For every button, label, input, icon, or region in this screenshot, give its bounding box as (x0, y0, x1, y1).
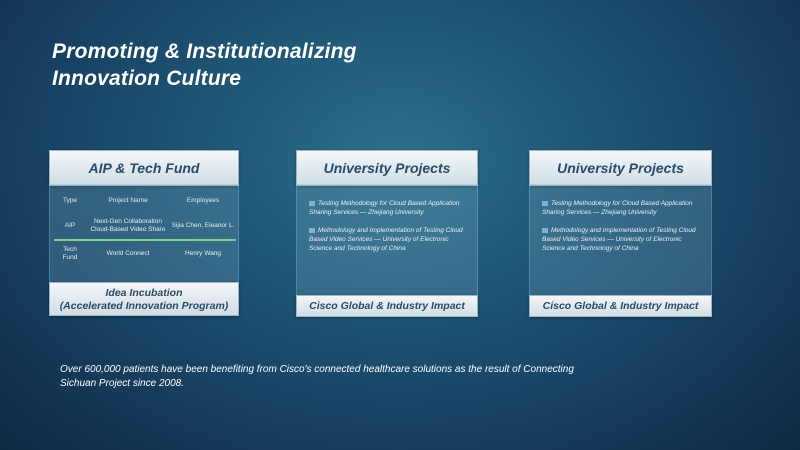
project-text: Methodology and Implementation of Testing Cloud Based Video Services — University of Electronic Science and Technology of China (542, 227, 696, 252)
project-list (309, 199, 469, 262)
table-row (54, 215, 236, 240)
column-header-project: Project Name (108, 197, 148, 204)
fund-table (54, 195, 236, 264)
university-projects-header: University Projects (529, 150, 712, 186)
university-projects-body (529, 184, 712, 296)
cell-type: Tech Fund (62, 246, 78, 261)
fund-footer-line-1: Idea Incubation (105, 287, 183, 299)
slide-title-line-2: Innovation Culture (52, 67, 242, 90)
cell-employees: Henry Wang (185, 250, 221, 257)
university-projects-footer: Cisco Global & Industry Impact (529, 295, 712, 317)
table-row (54, 240, 236, 264)
square-bullet-icon (542, 201, 548, 206)
list-item (309, 199, 469, 217)
fund-footer-line-2: (Accelerated Innovation Program) (59, 300, 229, 312)
university-projects-header: University Projects (296, 150, 478, 186)
fund-card-body (49, 184, 239, 284)
square-bullet-icon (309, 201, 315, 206)
impact-note: Over 600,000 patients have been benefiting from Cisco's connected healthcare solutions as the result of Connecting Sichuan Project since 2008. (60, 364, 574, 389)
cell-type: AIP (54, 215, 86, 240)
cell-project: Next-Gen Collaboration Cloud-Based Video Share (86, 215, 170, 240)
cell-employees: Sijia Chen, Eleanor L. (170, 215, 236, 240)
project-text: Testing Methodology for Cloud Based Application Sharing Services — Zhejiang University (542, 200, 693, 216)
list-item (309, 226, 469, 253)
project-list (542, 199, 703, 262)
list-item (542, 199, 703, 217)
fund-card-footer (49, 282, 239, 316)
fund-table-header-row (54, 195, 236, 215)
university-projects-card (529, 150, 712, 317)
project-text: Testing Methodology for Cloud Based Application Sharing Services — Zhejiang University (309, 200, 460, 216)
university-projects-card (296, 150, 478, 317)
square-bullet-icon (309, 228, 315, 233)
column-header-employees: Employees (186, 197, 220, 204)
column-header-type: Type (62, 197, 78, 204)
square-bullet-icon (542, 228, 548, 233)
project-text: Methodology and Implementation of Testing Cloud Based Video Services — University of Electronic Science and Technology of China (309, 227, 463, 252)
list-item (542, 226, 703, 253)
fund-card (49, 150, 239, 317)
university-projects-footer: Cisco Global & Industry Impact (296, 295, 478, 317)
slide-title-line-1: Promoting & Institutionalizing (52, 40, 357, 63)
fund-card-header: AIP & Tech Fund (49, 150, 239, 186)
university-projects-body (296, 184, 478, 296)
cell-project: World Connect (106, 250, 150, 257)
slide-title (52, 38, 357, 92)
